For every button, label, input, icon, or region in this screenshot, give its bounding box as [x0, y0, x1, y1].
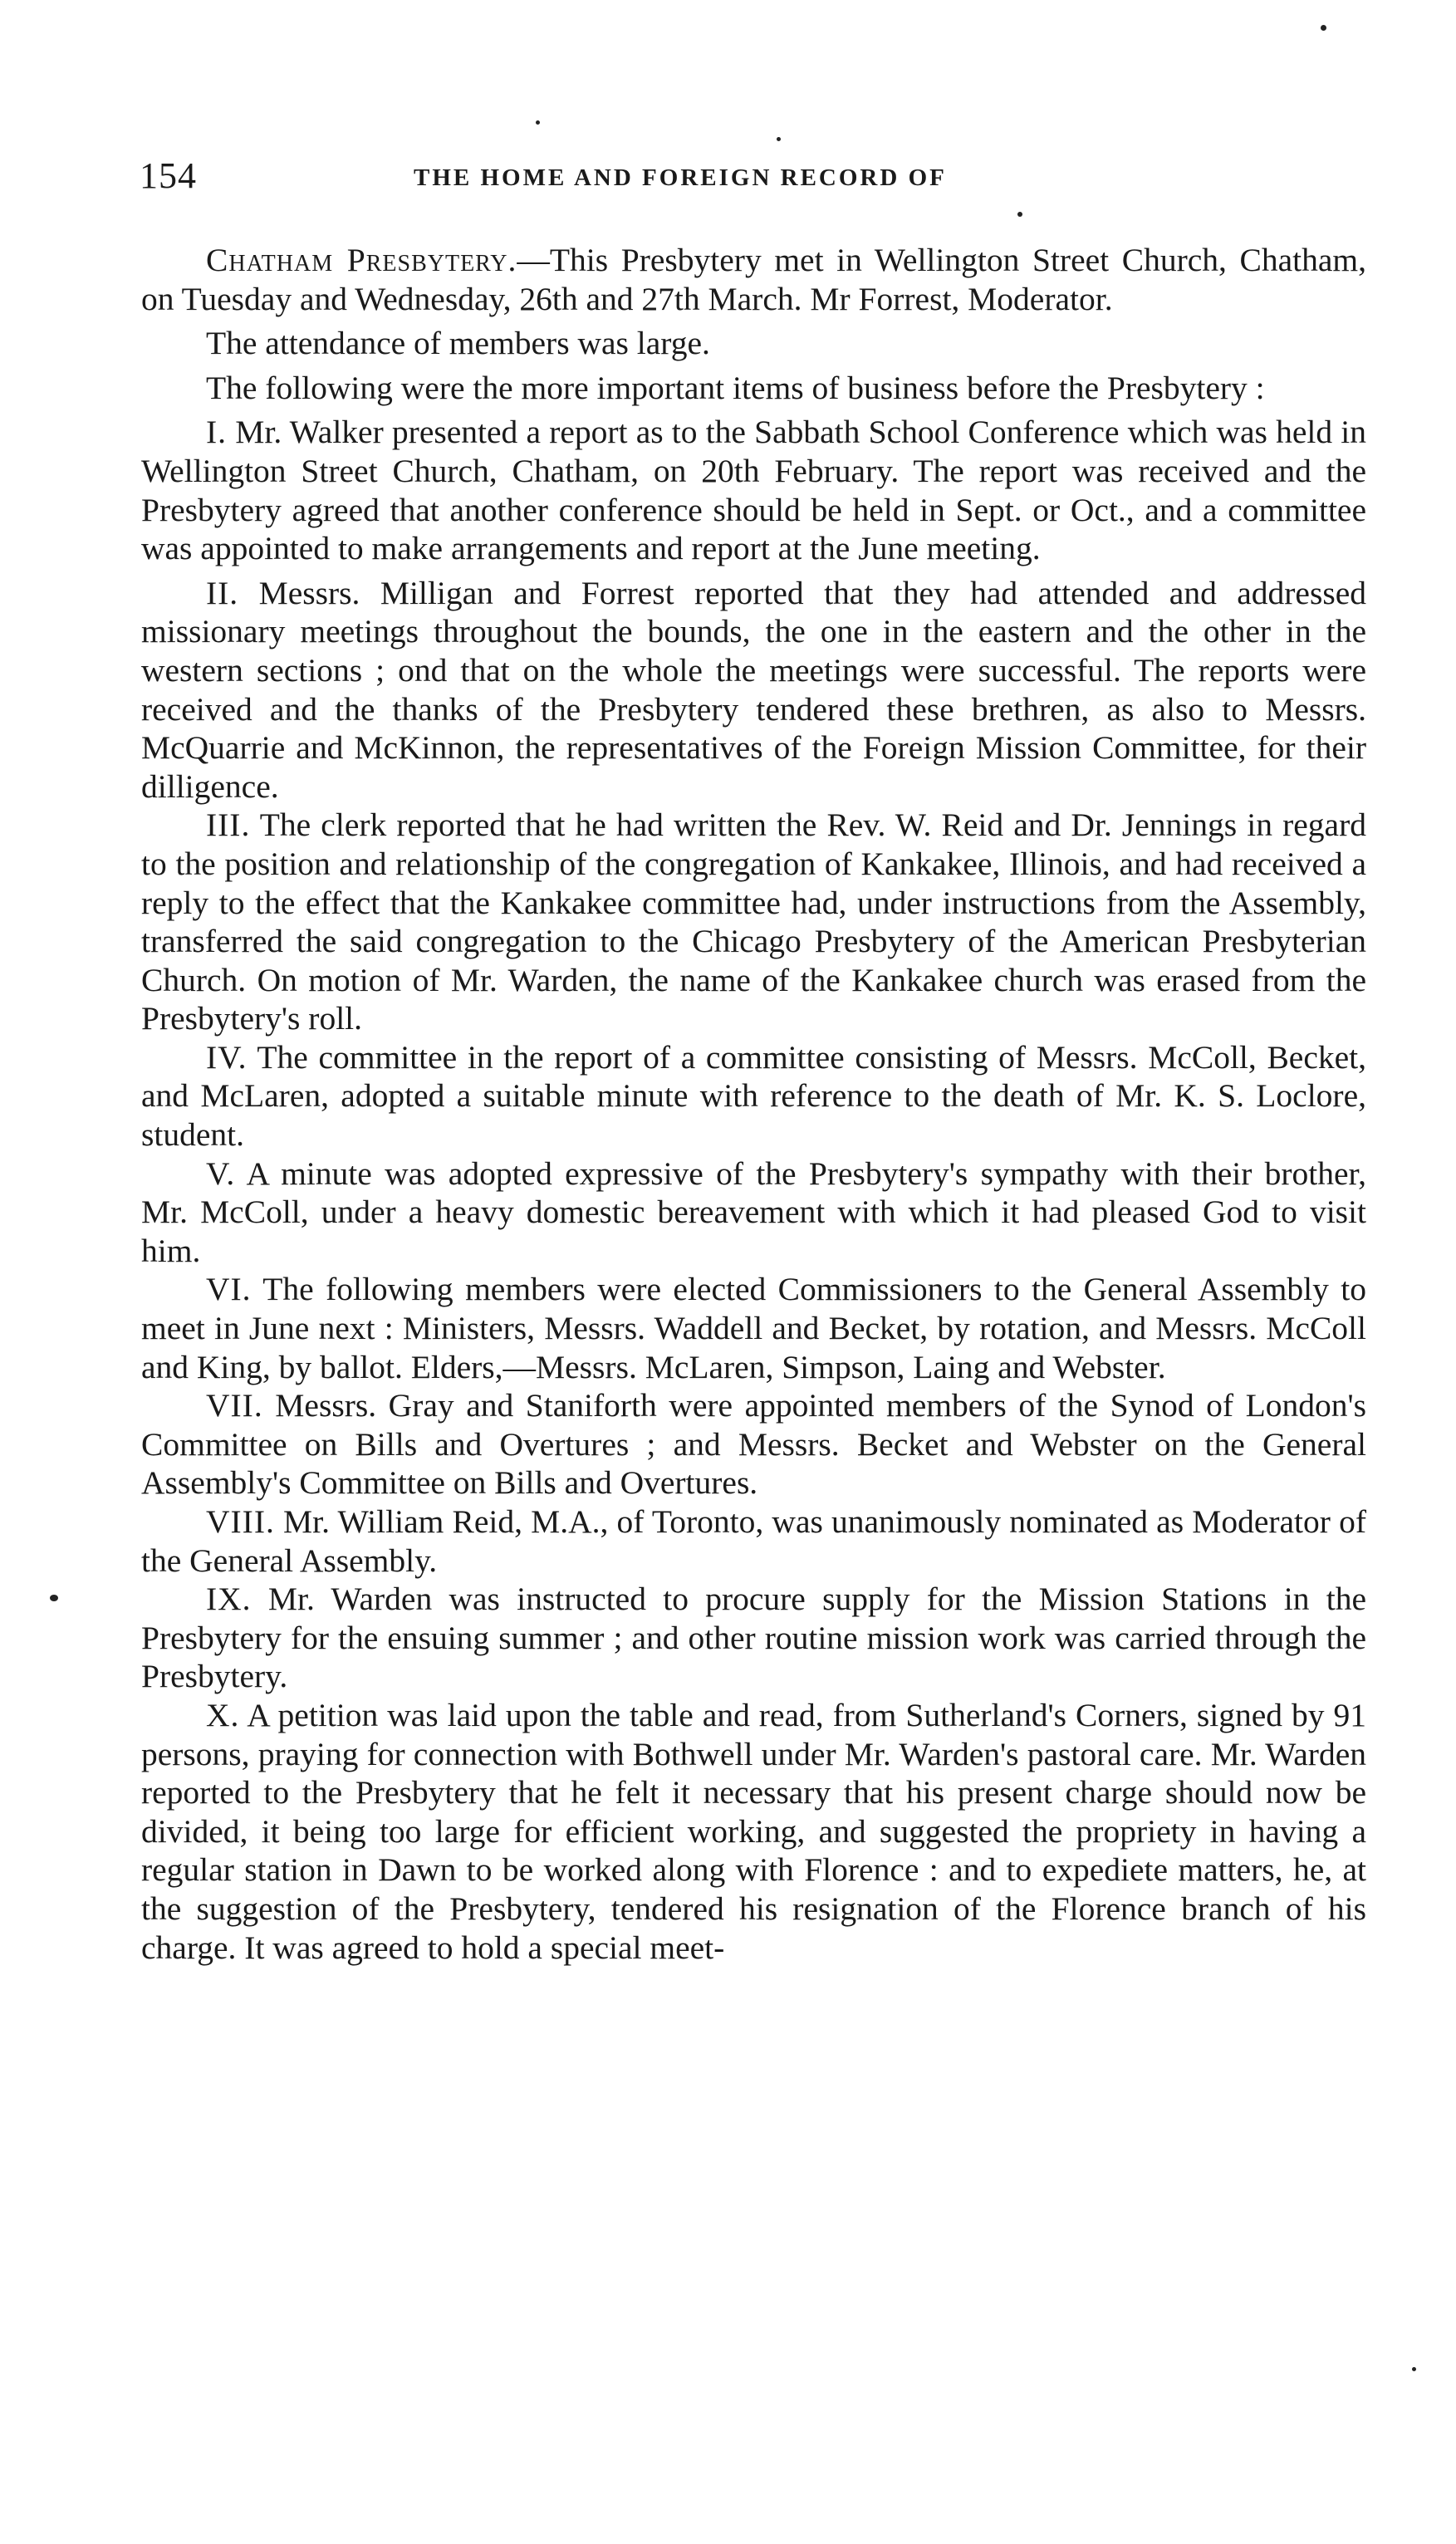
- item-numeral: IV.: [206, 1038, 248, 1076]
- opening-paragraph: [141, 241, 1366, 318]
- scan-speck: [1412, 2367, 1416, 2371]
- list-item: [141, 806, 1366, 1038]
- article-body: [141, 241, 1366, 1967]
- page-header: [140, 154, 1360, 204]
- list-item: [141, 1580, 1366, 1696]
- item-numeral: I.: [206, 414, 228, 451]
- scan-speck: [50, 1595, 58, 1601]
- item-text: The following members were elected Commissioners to the General Assembly to meet in June next : Ministers, Messrs. Waddell and Becket, by rotation, and Messrs. McColl and King, by ballot. Elders,—Messrs. McLaren, Simpson, Laing and Webster.: [141, 1271, 1366, 1385]
- item-text: A petition was laid upon the table and read, from Sutherland's Corners, signed by 91 persons, praying for connection with Bothwell under Mr. Warden's pastoral care. Mr. Warden reported to the Presbytery that he felt it necessary that his present charge should now be divided, it being too large for efficient working, and suggested the propriety in having a regular station in Dawn to be worked along with Florence : and to expediete matters, he, at the suggestion of the Presbytery, tendered his resignation of the Florence branch of his charge. It was agreed to hold a special meet-: [141, 1696, 1367, 1966]
- page-number: 154: [140, 155, 197, 196]
- item-numeral: V.: [206, 1154, 236, 1192]
- item-numeral: III.: [206, 806, 251, 844]
- list-item: [141, 1502, 1366, 1580]
- list-item: [141, 1386, 1366, 1502]
- items-intro-paragraph: The following were the more important items of business before the Presbytery :: [206, 369, 1265, 406]
- item-numeral: IX.: [206, 1581, 252, 1618]
- intro-text: —This Presbytery met in Wellington Street Church, Chatham, on Tuesday and Wednesday, 26th and 27th March. Mr Forrest, Moderator.: [141, 242, 1366, 317]
- list-item: [141, 413, 1366, 567]
- item-numeral: VI.: [206, 1271, 252, 1308]
- list-item: [141, 574, 1366, 806]
- scan-speck: [536, 120, 540, 125]
- item-numeral: II.: [206, 574, 239, 611]
- item-text: Mr. Warden was instructed to procure supply for the Mission Stations in the Presbytery for the ensuing summer ; and other routine mission work was carried through the Presbytery.: [141, 1581, 1367, 1695]
- attendance-paragraph: The attendance of members was large.: [206, 325, 710, 362]
- item-text: Messrs. Gray and Staniforth were appointed members of the Synod of London's Committee on Bills and Overtures ; and Messrs. Becket and Webster on the General Assembly's Committee on Bills and Overtures.: [141, 1387, 1367, 1502]
- item-text: A minute was adopted expressive of the Presbytery's sympathy with their brother, Mr. McColl, under a heavy domestic bereavement with which it had pleased God to visit him.: [141, 1154, 1367, 1269]
- scan-speck: [1321, 25, 1326, 31]
- item-text: Mr. William Reid, M.A., of Toronto, was unanimously nominated as Moderator of the General Assembly.: [141, 1503, 1367, 1579]
- list-item: [141, 1270, 1366, 1386]
- list-item: [141, 1154, 1366, 1271]
- item-numeral: VIII.: [206, 1503, 275, 1540]
- running-title: THE HOME AND FOREIGN RECORD OF: [414, 164, 947, 191]
- item-text: Mr. Walker presented a report as to the Sabbath School Conference which was held in Wellington Street Church, Chatham, on 20th February. The report was received and the Presbytery agreed that another conference should be held in Sept. or Oct., and a committee was appointed to make arrangements and report at the June meeting.: [141, 414, 1367, 567]
- list-item: [141, 1038, 1366, 1154]
- item-text: Messrs. Milligan and Forrest reported that they had attended and addressed missionary meetings throughout the bounds, the one in the eastern and the other in the western sections ; ond that on the whole the meetings were successful. The reports were received and the thanks of the Presbytery tendered these brethren, as also to Messrs. McQuarrie and McKinnon, the representatives of the Foreign Mission Committee, for their dilligence.: [141, 574, 1366, 805]
- list-item: [141, 1696, 1366, 1967]
- scan-speck: [1017, 212, 1022, 217]
- item-text: The committee in the report of a committee consisting of Messrs. McColl, Becket, and McLaren, adopted a suitable minute with reference to the death of Mr. K. S. Loclore, student.: [141, 1038, 1366, 1154]
- item-numeral: X.: [206, 1696, 240, 1733]
- section-heading: Chatham Presbytery.: [206, 242, 517, 278]
- scan-speck: [777, 137, 781, 141]
- item-text: The clerk reported that he had written the Rev. W. Reid and Dr. Jennings in regard to the position and relationship of the congregation of Kankakee, Illinois, and had received a reply to the effect that the Kankakee committee had, under instructions from the Assembly, transferred the said congregation to the Chicago Presbytery of the American Presbyterian Church. On motion of Mr. Warden, the name of the Kankakee church was erased from the Presbytery's roll.: [141, 806, 1366, 1037]
- item-numeral: VII.: [206, 1387, 263, 1424]
